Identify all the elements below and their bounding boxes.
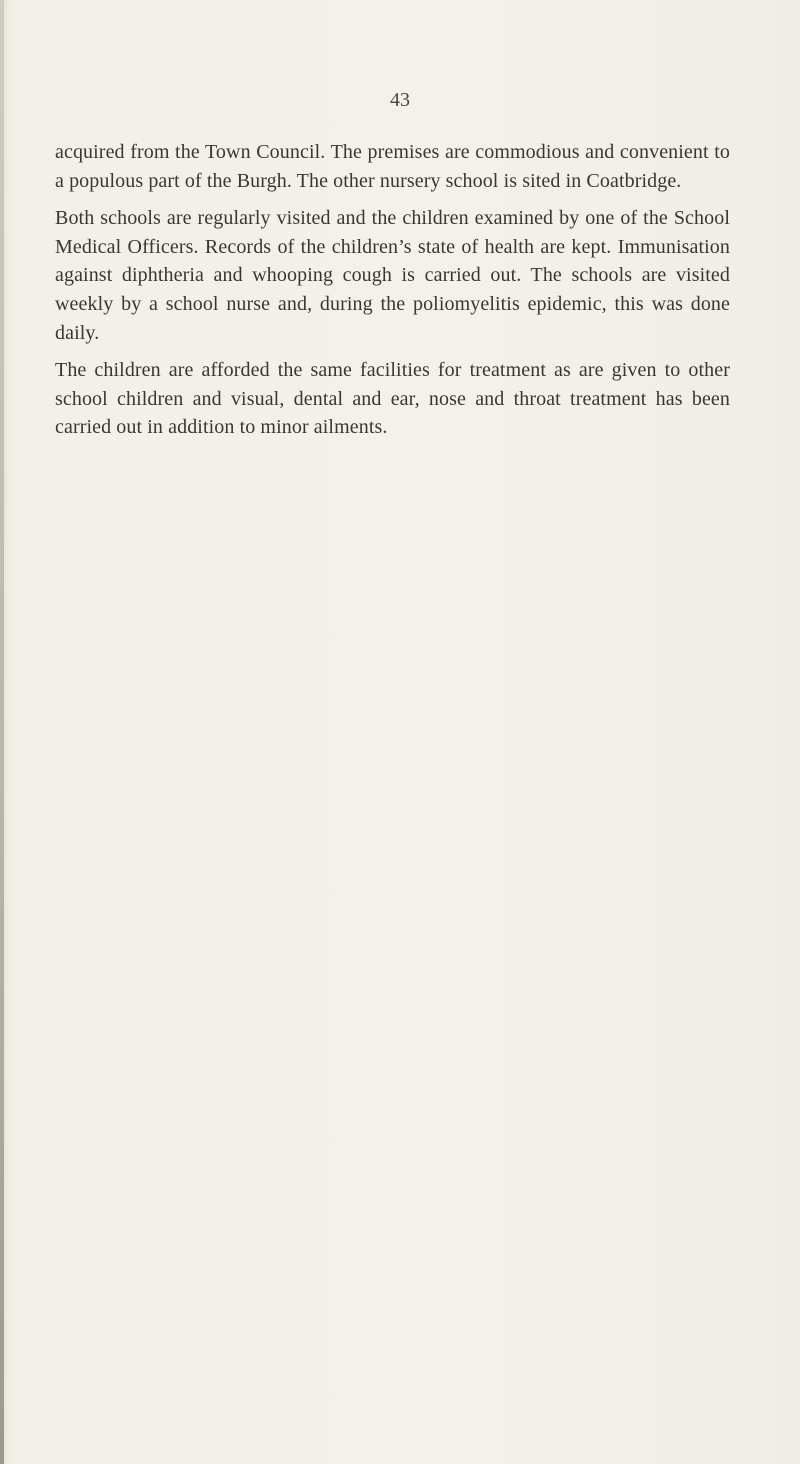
body-text — [55, 138, 730, 451]
paragraph-continuation: acquired from the Town Council. The premises are commodious and convenient to a populous part of the Burgh. The other nursery school is sited in Coatbridge. — [55, 141, 730, 192]
paragraph-treatment: The children are afforded the same facilities for treatment as are given to other school children and visual, dental and ear, nose and throat treatment has been carried out in addition to minor ailments. — [55, 359, 730, 439]
page-number: 43 — [390, 89, 410, 111]
paragraph-medical-visits: Both schools are regularly visited and the children examined by one of the School Medical Officers. Records of the children’s state of health are kept. Immunisation against diphtheria and whooping cough is carried out. The schools are visited weekly by a school nurse and, during the poliomyelitis epidemic, this was done daily. — [55, 207, 730, 344]
page-binding-edge — [0, 0, 4, 1464]
